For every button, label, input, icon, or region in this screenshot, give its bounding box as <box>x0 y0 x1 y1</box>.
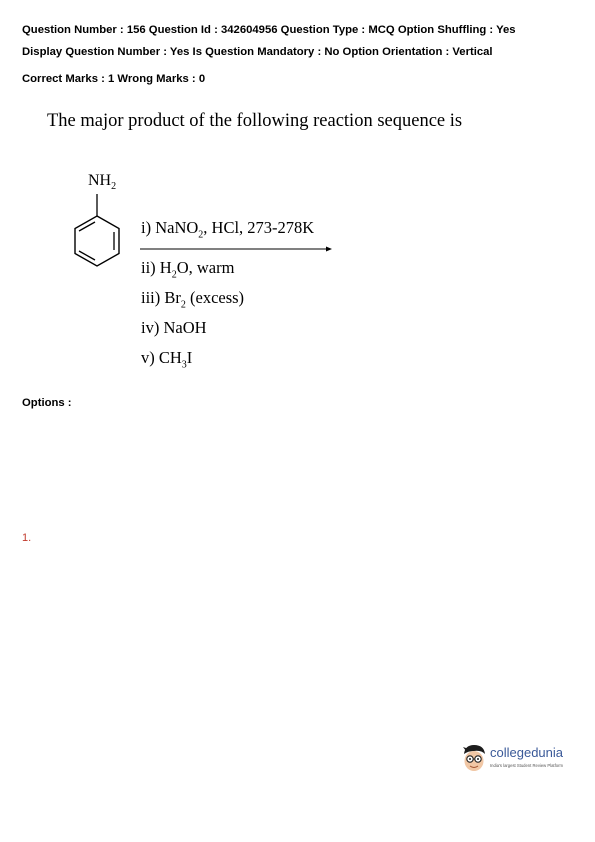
question-meta-line-1: Question Number : 156 Question Id : 342604956 Question Type : MCQ Option Shuffling : Yes <box>22 24 516 36</box>
question-text: The major product of the following reaction sequence is <box>47 111 463 131</box>
reaction-step-3: iii) $Br_2$ (excess) <box>141 288 245 311</box>
ring-double-bond-2 <box>79 251 95 260</box>
marks-line: Correct Marks : 1 Wrong Marks : 0 <box>22 73 206 85</box>
logo-tagline: India's largest Student Review Platform <box>490 763 563 768</box>
mascot-icon <box>459 742 489 776</box>
reaction-step-2: ii) $H_2O$, warm <box>141 258 235 281</box>
collegedunia-logo <box>459 742 574 778</box>
reaction-arrow-head <box>326 247 332 252</box>
amino-group-label: $NH_2$ <box>88 172 117 193</box>
logo-wordmark: collegedunia <box>490 745 564 760</box>
reaction-step-1: i) NaNO$_2$, HCl, 273-278K <box>141 218 315 241</box>
reaction-scheme <box>60 170 360 370</box>
benzene-ring <box>75 216 119 266</box>
option-number-1[interactable]: 1. <box>22 532 32 544</box>
ring-double-bond-3 <box>79 222 95 231</box>
reaction-step-4: iv) NaOH <box>141 318 207 337</box>
question-meta-line-2: Display Question Number : Yes Is Question Mandatory : No Option Orientation : Vertical <box>22 46 493 58</box>
options-label: Options : <box>22 397 72 409</box>
reaction-step-5: v) $CH_3I$ <box>141 348 193 371</box>
